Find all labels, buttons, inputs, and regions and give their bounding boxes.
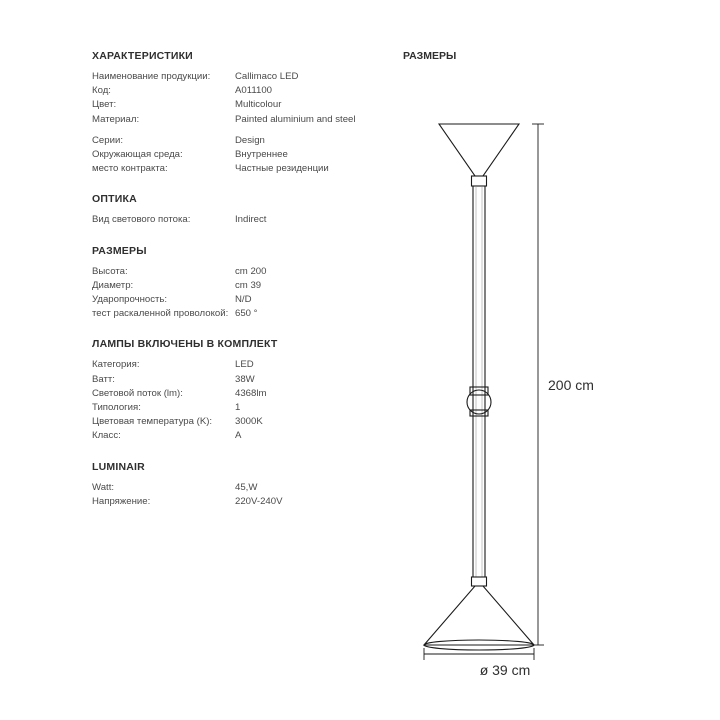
spec-section xyxy=(92,50,362,175)
spec-row xyxy=(92,482,362,494)
spec-value: 3000K xyxy=(235,416,263,428)
spec-row xyxy=(92,85,362,97)
top-shade-outline xyxy=(439,124,519,176)
spec-label: Код: xyxy=(92,85,111,97)
spec-label: Цветовая температура (K): xyxy=(92,416,213,428)
spec-value: A011100 xyxy=(235,85,272,97)
spec-row xyxy=(92,374,362,386)
spec-label: Категория: xyxy=(92,359,140,371)
spec-label: Окружающая среда: xyxy=(92,149,183,161)
spec-section-title: РАЗМЕРЫ xyxy=(92,244,147,257)
spec-section xyxy=(92,193,362,226)
spec-label: Ватт: xyxy=(92,373,115,385)
spec-label: Материал: xyxy=(92,113,140,125)
spec-section-title: ЛАМПЫ ВКЛЮЧЕНЫ В КОМПЛЕКТ xyxy=(92,338,278,351)
spec-label: Цвет: xyxy=(92,99,117,111)
spec-row xyxy=(92,294,362,306)
spec-value: 38W xyxy=(235,373,255,385)
spec-section-title: ХАРАКТЕРИСТИКИ xyxy=(92,50,193,62)
spec-label: Типология: xyxy=(92,402,141,414)
spec-value: N/D xyxy=(235,294,252,306)
product-technical-drawing xyxy=(403,50,693,690)
spec-value: 1 xyxy=(235,402,241,414)
spec-row xyxy=(92,430,362,442)
height-dimension xyxy=(532,124,544,645)
spec-value: 220V-240V xyxy=(235,495,283,507)
specifications-column xyxy=(92,50,362,526)
drawing-column xyxy=(403,50,693,690)
spec-label: Диаметр: xyxy=(92,279,134,291)
spec-value: Внутреннее xyxy=(235,149,288,161)
spec-row xyxy=(92,359,362,371)
spec-label: Наименование продукции: xyxy=(92,71,211,82)
top-collar xyxy=(472,176,487,186)
spec-label: Серии: xyxy=(92,134,123,146)
spec-row xyxy=(92,280,362,292)
spec-row xyxy=(92,135,362,147)
spec-value: Indirect xyxy=(235,214,267,226)
spec-section-title: LUMINAIR xyxy=(92,460,145,473)
spec-row xyxy=(92,266,362,278)
spec-value: LED xyxy=(235,359,254,371)
bottom-collar xyxy=(472,577,487,586)
diameter-dimension-label: ø 39 cm xyxy=(479,662,531,678)
spec-label: Вид светового потока: xyxy=(92,214,191,226)
height-dimension-label: 200 cm xyxy=(548,377,594,393)
spec-label: тест раскаленной проволокой: xyxy=(92,308,229,320)
spec-row xyxy=(92,416,362,428)
spec-label: Напряжение: xyxy=(92,495,151,507)
spec-row xyxy=(92,163,362,175)
spec-value: Design xyxy=(235,134,265,146)
spec-row xyxy=(92,99,362,111)
spec-value: 45,W xyxy=(235,481,258,493)
spec-label: Класс: xyxy=(92,430,121,442)
spec-row xyxy=(92,114,362,126)
spec-row xyxy=(92,308,362,320)
spec-value: cm 200 xyxy=(235,265,267,277)
spec-value: Multicolour xyxy=(235,99,282,111)
spec-value: A xyxy=(235,430,242,442)
spec-section xyxy=(92,338,362,442)
spec-row xyxy=(92,71,362,83)
drawing-section-title: РАЗМЕРЫ xyxy=(403,50,457,62)
spec-label: Световой поток (lm): xyxy=(92,387,183,399)
spec-value: 650 ° xyxy=(235,308,258,320)
spec-row xyxy=(92,388,362,400)
spec-label: место контракта: xyxy=(92,163,168,175)
spec-value: cm 39 xyxy=(235,279,262,291)
spec-label: Ударопрочность: xyxy=(92,294,168,306)
spec-label: Высота: xyxy=(92,265,128,277)
spec-value: Callimaco LED xyxy=(235,71,299,82)
spec-value: Частные резиденции xyxy=(235,163,329,175)
spec-section xyxy=(92,461,362,508)
spec-row xyxy=(92,149,362,161)
spec-value: 4368lm xyxy=(235,387,267,399)
spec-section xyxy=(92,245,362,321)
spec-row xyxy=(92,496,362,508)
spec-value: Painted aluminium and steel xyxy=(235,113,356,125)
base-outline xyxy=(424,586,534,645)
spec-section-title: ОПТИКА xyxy=(92,193,137,206)
spec-row xyxy=(92,402,362,414)
spec-label: Watt: xyxy=(92,481,115,493)
spec-row xyxy=(92,214,362,226)
